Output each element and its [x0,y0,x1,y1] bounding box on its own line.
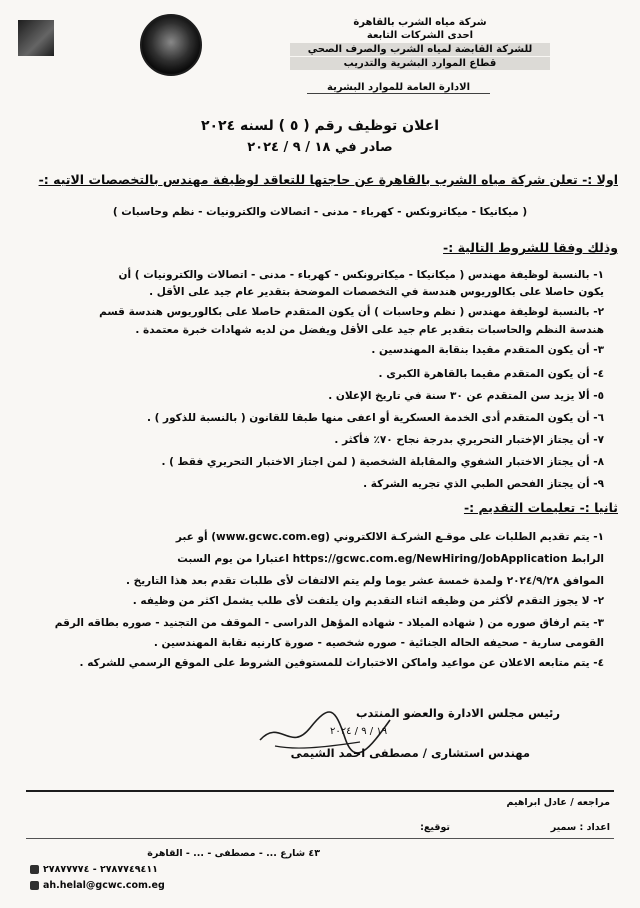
condition-line: ٧- أن يجتاز الإختبار التحريري بدرجة نجاح ٧٠٪ فأكثر . [334,434,604,446]
instruction-line: ٣- يتم ارفاق صوره من ( شهاده الميلاد - شهاده المؤهل الدراسى - الموقف من التجنيد - صوره بطاقه الرقم [54,617,604,629]
announcement-date: صادر في ١٨ / ٩ / ٢٠٢٤ [247,140,393,155]
footer-divider-2 [26,838,614,839]
instruction-line: القومى سارية - صحيفه الحاله الجنائية - صوره شخصيه - صورة كارنيه نقابة المهندسين . [153,637,604,649]
announcement-title: اعلان توظيف رقم ( ٥ ) لسنه ٢٠٢٤ [200,118,440,134]
signatory-name: مهندس استشارى / مصطفى احمد الشيمى [290,746,530,760]
letterhead-line: للشركة القابضة لمياه الشرب والصرف الصحي [290,43,550,56]
condition-line: ١- بالنسبة لوظيفة مهندس ( ميكانيكا - ميكاترونكس - كهرباء - مدنى - اتصالات والكترونيات ) أن [118,269,604,281]
condition-line: ٦- أن يكون المتقدم أدى الخدمة العسكرية أو اعفى منها طبقا للقانون ( بالنسبة للذكور ) . [146,412,604,424]
condition-line: ٨- أن يجتاز الاختبار الشفوي والمقابلة الشخصية ( لمن اجتاز الاختبار التحريري فقط ) . [161,456,604,468]
prepared-by: اعداد : سمير [550,822,610,833]
condition-line: ٤- أن يكون المتقدم مقيما بالقاهرة الكبرى . [378,368,604,380]
letterhead-line: قطاع الموارد البشرية والتدريب [290,57,550,70]
email-icon [30,881,39,890]
instruction-line: ١- يتم تقديم الطلبات على موقـع الشركـة الالكتروني (www.gcwc.com.eg) أو عبر [175,531,604,543]
condition-line: هندسة النظم والحاسبات بتقدير عام جيد على الأقل ويفضل من لديه شهادات خبرة معتمدة . [135,324,604,336]
conditions-heading: وذلك وفقا للشروط التالية :- [443,240,618,255]
holding-logo-mark [18,20,54,56]
letterhead-line: شركة مياه الشرب بالقاهرة [353,17,487,28]
instructions-heading: ثانيا :- تعليمات التقديم :- [463,500,618,515]
signatory-title: رئيس مجلس الادارة والعضو المنتدب [355,706,560,720]
typed-by: توقيع: [420,822,450,833]
department-name: الادارة العامة للموارد البشرية [307,82,490,94]
instruction-line: ٢- لا يجوز التقدم لأكثر من وظيفه اثناء التقديم وان يلتفت لأى طلب يشمل اكثر من وظيفه . [132,595,604,607]
footer-phone: ٢٧٨٧٧٤٩٤١١ - ٢٧٨٧٧٧٧٤ [30,864,158,875]
condition-line: ٢- بالنسبة لوظيفة مهندس ( نظم وحاسبات ) أن يكون المتقدم حاصلا على بكالوريوس هندسة قسم [99,306,604,318]
footer-email: ah.helal@gcwc.com.eg [30,880,165,891]
signature-date: ١٩ / ٩ / ٢٠٢٤ [330,726,388,737]
instruction-line: ٤- يتم متابعه الاعلان عن مواعيد واماكن الاختبارات للمستوفين الشروط على الموقع الرسمي للشركه . [79,657,604,669]
instruction-line: الرابط https://gcwc.com.eg/NewHiring/JobApplication اعتبارا من يوم السبت [177,553,604,565]
reviewed-by: مراجعه / عادل ابراهيم [506,797,610,808]
condition-line: ٥- ألا يزيد سن المتقدم عن ٣٠ سنة في تاريخ الإعلان . [328,390,604,402]
specialties-list: ( ميكانيكا - ميكاترونكس - كهرباء - مدنى - اتصالات والكترونيات - نظم وحاسبات ) [112,206,528,218]
section-heading: اولا :- تعلن شركة مياه الشرب بالقاهرة عن حاجتها للتعاقد لوظيفة مهندس بالتخصصات الاتيه :- [38,172,618,187]
footer-divider [26,790,614,792]
phone-icon [30,865,39,874]
condition-line: ٩- أن يجتاز الفحص الطبي الذي تجريه الشركة . [363,478,604,490]
footer-address: ٤٣ شارع ... - مصطفى - ... - القاهرة [147,848,320,859]
condition-line: ٣- أن يكون المتقدم مقيدا بنقابة المهندسين . [371,344,604,356]
letterhead-line: احدى الشركات التابعة [366,30,474,41]
instruction-line: الموافق ٢٠٢٤/٩/٢٨ ولمدة خمسة عشر يوما ولم يتم الالتفات لأى طلبات تقدم بعد هذا التاريخ . [126,575,604,587]
company-seal-logo [140,14,202,76]
holding-company-logo [18,20,88,80]
letterhead [260,16,580,71]
condition-line: يكون حاصلا على بكالوريوس هندسة في التخصصات الموضحة بتقدير عام جيد على الأقل . [149,286,604,298]
